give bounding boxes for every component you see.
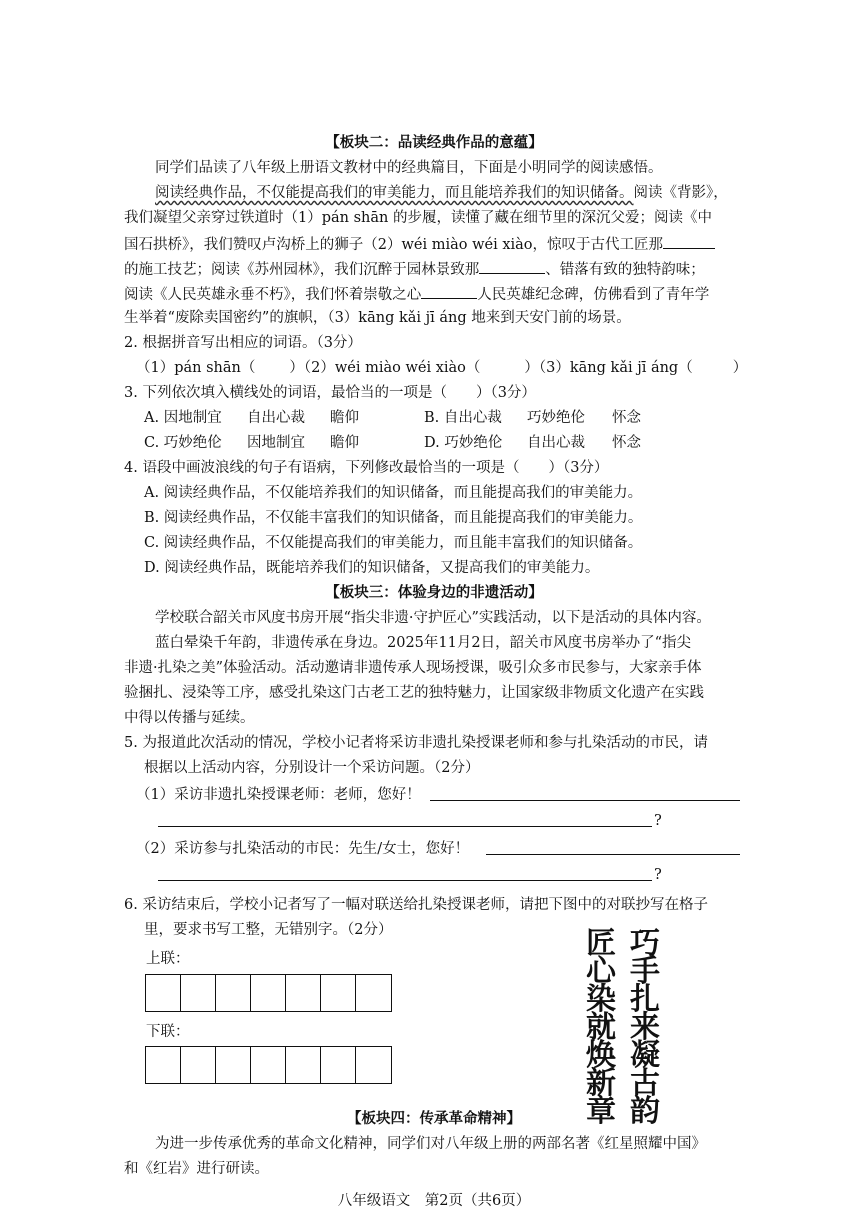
- grid-cell[interactable]: [181, 975, 216, 1011]
- q4-option-a[interactable]: A. 阅读经典作品，不仅能培养我们的知识储备，而且能提高我们的审美能力。: [144, 485, 643, 501]
- couplet-char: 焕: [586, 1038, 616, 1073]
- couplet-char: 凝: [630, 1038, 660, 1073]
- couplet-right-column: [630, 926, 660, 1129]
- passage-text: 人民英雄纪念碑，仿佛看到了青年学: [477, 287, 710, 303]
- news-line-4: 中得以传播与延续。: [124, 710, 255, 726]
- question-2-answers: [136, 357, 747, 379]
- upper-couplet-grid[interactable]: [145, 974, 392, 1012]
- q4-option-c[interactable]: C. 阅读经典作品，不仅能提高我们的审美能力，而且能丰富我们的知识储备。: [144, 535, 643, 551]
- q2-item-2: ）（2）wéi miào wéi xiào（: [289, 360, 481, 376]
- fill-blank[interactable]: [421, 282, 477, 299]
- passage-line-2: 我们凝望父亲穿过铁道时（1）pán shān 的步履，读懂了藏在细节里的深沉父爱；阅读《中: [124, 210, 712, 226]
- grid-cell[interactable]: [146, 975, 181, 1011]
- couplet-char: 匠: [586, 926, 616, 961]
- q3-option-c-word3: 瞻仰: [330, 435, 359, 451]
- couplet-char: 巧: [630, 926, 660, 961]
- grid-cell[interactable]: [251, 1047, 286, 1083]
- grid-cell[interactable]: [181, 1047, 216, 1083]
- passage-text: 的施工技艺；阅读《苏州园林》，我们沉醉于园林景致那: [124, 262, 480, 278]
- lower-couplet-label: 下联：: [146, 1024, 190, 1040]
- passage-text: 阅读《人民英雄永垂不朽》，我们怀着崇敬之心: [124, 287, 422, 303]
- q5-sub-1: （1）采访非遗扎染授课老师：老师，您好！: [136, 787, 421, 803]
- grid-cell[interactable]: [286, 1047, 321, 1083]
- fill-blank[interactable]: [479, 257, 545, 274]
- grid-cell[interactable]: [216, 1047, 251, 1083]
- section4-intro-2: 和《红岩》进行研读。: [124, 1161, 269, 1177]
- q2-item-end: ）: [732, 360, 748, 376]
- q5-answer-line-1a[interactable]: [430, 800, 740, 801]
- passage-text: 、错落有致的独特韵味；: [545, 262, 705, 278]
- q3-option-c[interactable]: C. 巧妙绝伦: [144, 435, 222, 451]
- couplet-char: 来: [630, 1010, 660, 1045]
- section4-intro-1: 为进一步传承优秀的革命文化精神，同学们对八年级上册的两部名著《红星照耀中国》: [155, 1136, 706, 1152]
- q2-item-3: ）（3）kāng kǎi jī áng（: [524, 360, 693, 376]
- question-mark: ?: [654, 813, 662, 829]
- q3-option-d-word2: 自出心裁: [527, 435, 585, 451]
- question-5-line-1: 5. 为报道此次活动的情况，学校小记者将采访非遗扎染授课老师和参与扎染活动的市民，请: [124, 735, 708, 751]
- lower-couplet-grid[interactable]: [145, 1046, 392, 1084]
- q4-option-b[interactable]: B. 阅读经典作品，不仅能丰富我们的知识储备，而且能提高我们的审美能力。: [144, 510, 643, 526]
- q3-option-a[interactable]: A. 因地制宜: [144, 410, 222, 426]
- news-line-1: 蓝白晕染千年韵，非遗传承在身边。2025年11月2日，韶关市风度书房举办了“指尖: [155, 635, 691, 651]
- fill-blank[interactable]: [663, 232, 715, 249]
- q3-option-d[interactable]: D. 巧妙绝伦: [424, 435, 503, 451]
- section2-intro: 同学们品读了八年级上册语文教材中的经典篇目，下面是小明同学的阅读感悟。: [155, 160, 663, 176]
- passage-line-1: [155, 182, 728, 204]
- q3-option-c-word2: 因地制宜: [247, 435, 305, 451]
- wavy-sentence: 阅读经典作品，不仅能提高我们的审美能力，而且能培养我们的知识储备。: [155, 185, 634, 201]
- grid-cell[interactable]: [356, 975, 391, 1011]
- couplet-char: 章: [586, 1094, 616, 1129]
- passage-line-4: [124, 257, 705, 281]
- grid-cell[interactable]: [216, 975, 251, 1011]
- couplet-char: 古: [630, 1066, 660, 1101]
- grid-cell[interactable]: [286, 975, 321, 1011]
- question-4: 4. 语段中画波浪线的句子有语病，下列修改最恰当的一项是（ ）（3分）: [124, 460, 609, 476]
- q5-sub-2: （2）采访参与扎染活动的市民：先生/女士，您好！: [136, 841, 470, 857]
- section2-title: 【板块二：品读经典作品的意蕴】: [325, 135, 543, 151]
- upper-couplet-label: 上联：: [146, 951, 190, 967]
- q3-option-a-word2: 自出心裁: [247, 410, 305, 426]
- q5-answer-line-1b[interactable]: [158, 826, 652, 827]
- q3-option-b-word3: 怀念: [612, 410, 641, 426]
- couplet-char: 手: [630, 954, 660, 989]
- grid-cell[interactable]: [321, 1047, 356, 1083]
- news-line-2: 非遗·扎染之美”体验活动。活动邀请非遗传承人现场授课，吸引众多市民参与，大家亲手体: [124, 660, 702, 676]
- question-3: 3. 下列依次填入横线处的词语，最恰当的一项是（ ）（3分）: [124, 385, 536, 401]
- q5-answer-line-2b[interactable]: [158, 880, 652, 881]
- passage-line-5: [124, 282, 709, 306]
- couplet-left-column: [586, 926, 616, 1129]
- question-mark: ?: [654, 867, 662, 883]
- q2-item-1: （1）pán shān（: [136, 360, 256, 376]
- passage-line-6: 生举着“废除卖国密约”的旗帜，（3）kāng kǎi jī áng 地来到天安门前的场景。: [124, 310, 631, 326]
- section3-title: 【板块三：体验身边的非遗活动】: [325, 585, 543, 601]
- couplet-char: 新: [586, 1066, 616, 1101]
- couplet-char: 染: [586, 982, 616, 1017]
- question-5-line-2: 根据以上活动内容，分别设计一个采访问题。（2分）: [144, 760, 480, 776]
- grid-cell[interactable]: [321, 975, 356, 1011]
- passage-text: 阅读《背影》，: [633, 185, 728, 201]
- couplet-char: 扎: [630, 982, 660, 1017]
- q3-option-d-word3: 怀念: [612, 435, 641, 451]
- grid-cell[interactable]: [251, 975, 286, 1011]
- q3-option-a-word3: 瞻仰: [330, 410, 359, 426]
- section4-title: 【板块四：传承革命精神】: [347, 1111, 521, 1127]
- couplet-char: 韵: [630, 1094, 660, 1129]
- news-line-3: 验捆扎、浸染等工序，感受扎染这门古老工艺的独特魅力，让国家级非物质文化遗产在实践: [124, 685, 704, 701]
- section3-intro: 学校联合韶关市风度书房开展“指尖非遗·守护匠心”实践活动，以下是活动的具体内容。: [155, 610, 711, 626]
- page-footer: 八年级语文 第2页（共6页）: [337, 1193, 531, 1209]
- grid-cell[interactable]: [146, 1047, 181, 1083]
- grid-cell[interactable]: [356, 1047, 391, 1083]
- question-2: 2. 根据拼音写出相应的词语。（3分）: [124, 335, 362, 351]
- couplet-char: 就: [586, 1010, 616, 1045]
- q4-option-d[interactable]: D. 阅读经典作品，既能培养我们的知识储备，又提高我们的审美能力。: [144, 560, 600, 576]
- passage-line-3: [124, 232, 715, 256]
- q5-answer-line-2a[interactable]: [486, 854, 740, 855]
- passage-text: 国石拱桥》，我们赞叹卢沟桥上的狮子（2）wéi miào wéi xiào，惊叹于古代工匠那: [124, 237, 664, 253]
- couplet-char: 心: [586, 954, 616, 989]
- q3-option-b-word2: 巧妙绝伦: [527, 410, 585, 426]
- q3-option-b[interactable]: B. 自出心裁: [424, 410, 502, 426]
- question-6-line-1: 6. 采访结束后，学校小记者写了一幅对联送给扎染授课老师，请把下图中的对联抄写在格子: [124, 897, 708, 913]
- question-6-line-2: 里，要求书写工整，无错别字。（2分）: [144, 922, 393, 938]
